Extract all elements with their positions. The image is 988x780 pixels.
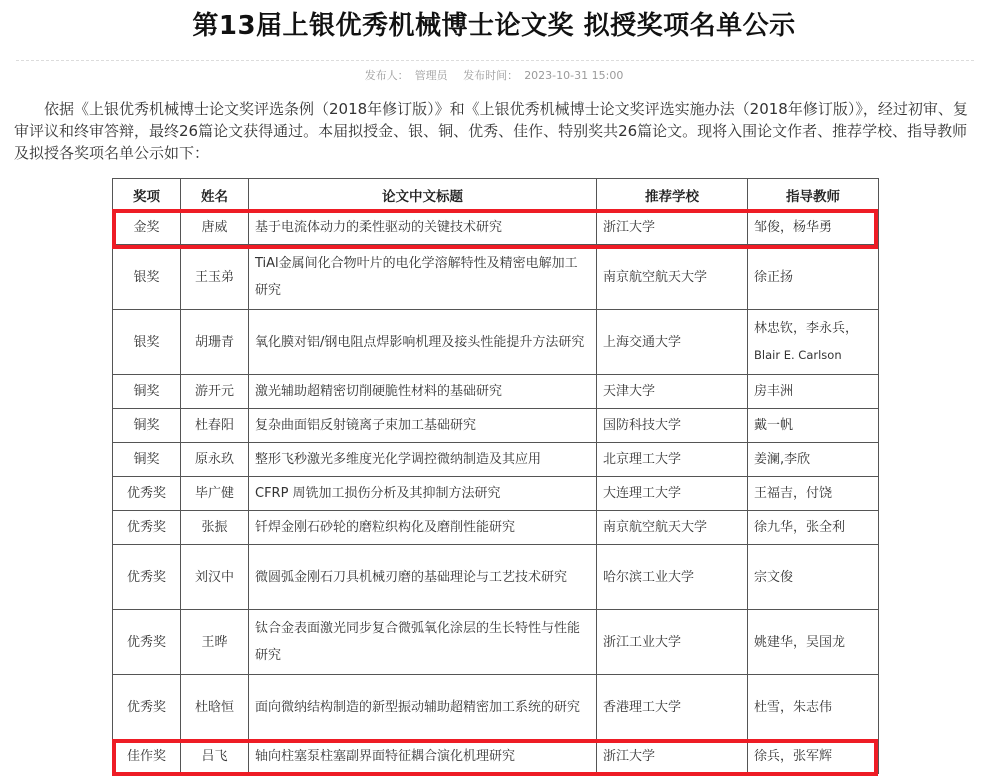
table-row [113,375,879,409]
school-cell: 浙江大学 [597,740,748,774]
name-cell: 刘汉中 [181,545,249,610]
advisor-cell: 邹俊，杨华勇 [748,211,879,245]
name-cell: 张振 [181,511,249,545]
school-cell: 北京理工大学 [597,443,748,477]
table-row [113,675,879,740]
intro-paragraph: 依据《上银优秀机械博士论文奖评选条例（2018年修订版）》和《上银优秀机械博士论文奖评选实施办法（2018年修订版）》，经过初审、复审评议和终审答辩，最终26篇论文获得通过。本届拟授金、银、铜、优秀、佳作、特别奖共26篇论文。现将入围论文作者、推荐学校、指导教师及拟授各奖项名单公示如下： [14,100,968,162]
school-cell: 南京航空航天大学 [597,245,748,310]
header-advisor: 指导教师 [748,179,879,211]
award-cell: 优秀奖 [113,477,181,511]
table-row [113,310,879,375]
name-cell: 王晔 [181,610,249,675]
title-cell: 钛合金表面激光同步复合微弧氧化涂层的生长特性与性能研究 [249,610,597,675]
advisor-cell: 姜澜,李欣 [748,443,879,477]
advisor-cell: 戴一帆 [748,409,879,443]
school-cell: 上海交通大学 [597,310,748,375]
name-cell: 杜晗恒 [181,675,249,740]
title-cell: 钎焊金刚石砂轮的磨粒织构化及磨削性能研究 [249,511,597,545]
award-cell: 佳作奖 [113,740,181,774]
award-cell: 优秀奖 [113,545,181,610]
name-cell: 唐威 [181,211,249,245]
award-cell: 优秀奖 [113,511,181,545]
table-row [113,409,879,443]
title-cell: 复杂曲面铝反射镜离子束加工基础研究 [249,409,597,443]
name-cell: 毕广健 [181,477,249,511]
post-meta [0,68,988,84]
title-cell: 面向微纳结构制造的新型振动辅助超精密加工系统的研究 [249,675,597,740]
table-row [113,477,879,511]
advisor-cell: 王福吉，付饶 [748,477,879,511]
publisher-label [362,69,451,82]
award-cell: 铜奖 [113,375,181,409]
name-cell: 游开元 [181,375,249,409]
school-cell: 香港理工大学 [597,675,748,740]
award-cell: 铜奖 [113,409,181,443]
table-row [113,245,879,310]
divider [16,60,974,61]
title-cell: 整形飞秒激光多维度光化学调控微纳制造及其应用 [249,443,597,477]
advisor-cell: 杜雪，朱志伟 [748,675,879,740]
title-cell: CFRP 周铣加工损伤分析及其抑制方法研究 [249,477,597,511]
award-cell: 优秀奖 [113,610,181,675]
school-cell: 浙江大学 [597,211,748,245]
title-cell: 微圆弧金刚石刀具机械刃磨的基础理论与工艺技术研究 [249,545,597,610]
title-cell: 轴向柱塞泵柱塞副界面特征耦合演化机理研究 [249,740,597,774]
honorable-award-highlight [112,739,878,776]
awards-table [112,178,879,774]
advisor-cell: 徐兵，张军辉 [748,740,879,774]
table-row [113,443,879,477]
award-cell: 银奖 [113,245,181,310]
award-cell: 优秀奖 [113,675,181,740]
award-cell: 金奖 [113,211,181,245]
school-cell: 南京航空航天大学 [597,511,748,545]
advisor-cell: 徐九华，张全利 [748,511,879,545]
time-label-text: 发布时间： [463,69,519,82]
advisor-cell: 姚建华，吴国龙 [748,610,879,675]
advisor-cell [748,310,879,375]
publish-time: 2023-10-31 15:00 [524,69,624,82]
advisor-line-1: 林忠钦，李永兵， [754,321,859,336]
school-cell: 浙江工业大学 [597,610,748,675]
table-row [113,545,879,610]
advisor-line-2: Blair E. Carlson [754,348,842,362]
name-cell: 王玉弟 [181,245,249,310]
table-row [113,511,879,545]
name-cell: 杜春阳 [181,409,249,443]
school-cell: 国防科技大学 [597,409,748,443]
title-cell: 基于电流体动力的柔性驱动的关键技术研究 [249,211,597,245]
header-school: 推荐学校 [597,179,748,211]
title-cell: TiAl金属间化合物叶片的电化学溶解特性及精密电解加工研究 [249,245,597,310]
publisher-name: 管理员 [414,69,448,82]
advisor-cell: 宗文俊 [748,545,879,610]
table-row [113,610,879,675]
advisor-cell: 房丰洲 [748,375,879,409]
school-cell: 哈尔滨工业大学 [597,545,748,610]
award-cell: 银奖 [113,310,181,375]
page-title: 第13届上银优秀机械博士论文奖 拟授奖项名单公示 [192,11,796,41]
name-cell: 胡珊青 [181,310,249,375]
header-name: 姓名 [181,179,249,211]
table-header-row [113,179,879,211]
school-cell: 大连理工大学 [597,477,748,511]
advisor-cell: 徐正扬 [748,245,879,310]
name-cell: 吕飞 [181,740,249,774]
title-cell: 氧化膜对铝/钢电阻点焊影响机理及接头性能提升方法研究 [249,310,597,375]
school-cell: 天津大学 [597,375,748,409]
name-cell: 原永玖 [181,443,249,477]
award-cell: 铜奖 [113,443,181,477]
time-label [460,69,626,82]
header-title: 论文中文标题 [249,179,597,211]
publisher-label-text: 发布人： [364,69,409,82]
gold-award-highlight [112,209,878,249]
header-award: 奖项 [113,179,181,211]
title-cell: 激光辅助超精密切削硬脆性材料的基础研究 [249,375,597,409]
